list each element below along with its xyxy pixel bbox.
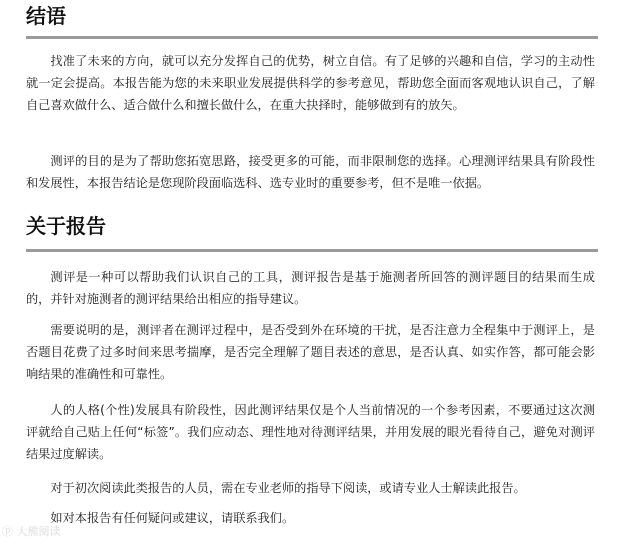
watermark-logo-icon: ⓟ xyxy=(2,525,13,538)
about-report-divider xyxy=(26,249,598,252)
about-paragraph-3: 人的人格(个性)发展具有阶段性，因此测评结果仅是个人当前情况的一个参考因素，不要通过这次测评就给自己贴上任何“标签”。我们应动态、理性地对待测评结果，并用发展的眼光看待自己，避免对测评结果过度解读。 xyxy=(26,403,595,461)
conclusion-paragraph-2: 测评的目的是为了帮助您拓宽思路，接受更多的可能，而非限制您的选择。心理测评结果具有阶段性和发展性，本报告结论是您现阶段面临选科、选专业时的重要参考，但不是唯一依据。 xyxy=(26,154,595,190)
about-paragraph-1: 测评是一种可以帮助我们认识自己的工具，测评报告是基于施测者所回答的测评题目的结果而生成的，并针对施测者的测评结果给出相应的指导建议。 xyxy=(26,270,595,306)
conclusion-divider xyxy=(26,36,598,39)
about-paragraph-5: 如对本报告有任何疑问或建议，请联系我们。 xyxy=(50,511,295,525)
watermark-text: 大熊阅读 xyxy=(16,525,61,538)
watermark xyxy=(2,524,61,540)
about-report-heading: 关于报告 xyxy=(26,214,106,238)
conclusion-heading: 结语 xyxy=(26,4,66,28)
about-paragraph-2: 需要说明的是，测评者在测评过程中，是否受到外在环境的干扰，是否注意力全程集中于测评上，是否题目花费了过多时间来思考揣摩，是否完全理解了题目表述的意思，是否认真、如实作答，都可能会影响结果的准确性和可靠性。 xyxy=(26,323,595,381)
about-paragraph-4: 对于初次阅读此类报告的人员，需在专业老师的指导下阅读，或请专业人士解读此报告。 xyxy=(50,481,526,495)
conclusion-paragraph-1: 找准了未来的方向，就可以充分发挥自己的优势，树立自信。有了足够的兴趣和自信，学习的主动性就一定会提高。本报告能为您的未来职业发展提供科学的参考意见，帮助您全面而客观地认识自己，了解自己喜欢做什么、适合做什么和擅长做什么，在重大抉择时，能够做到有的放矢。 xyxy=(26,54,595,112)
